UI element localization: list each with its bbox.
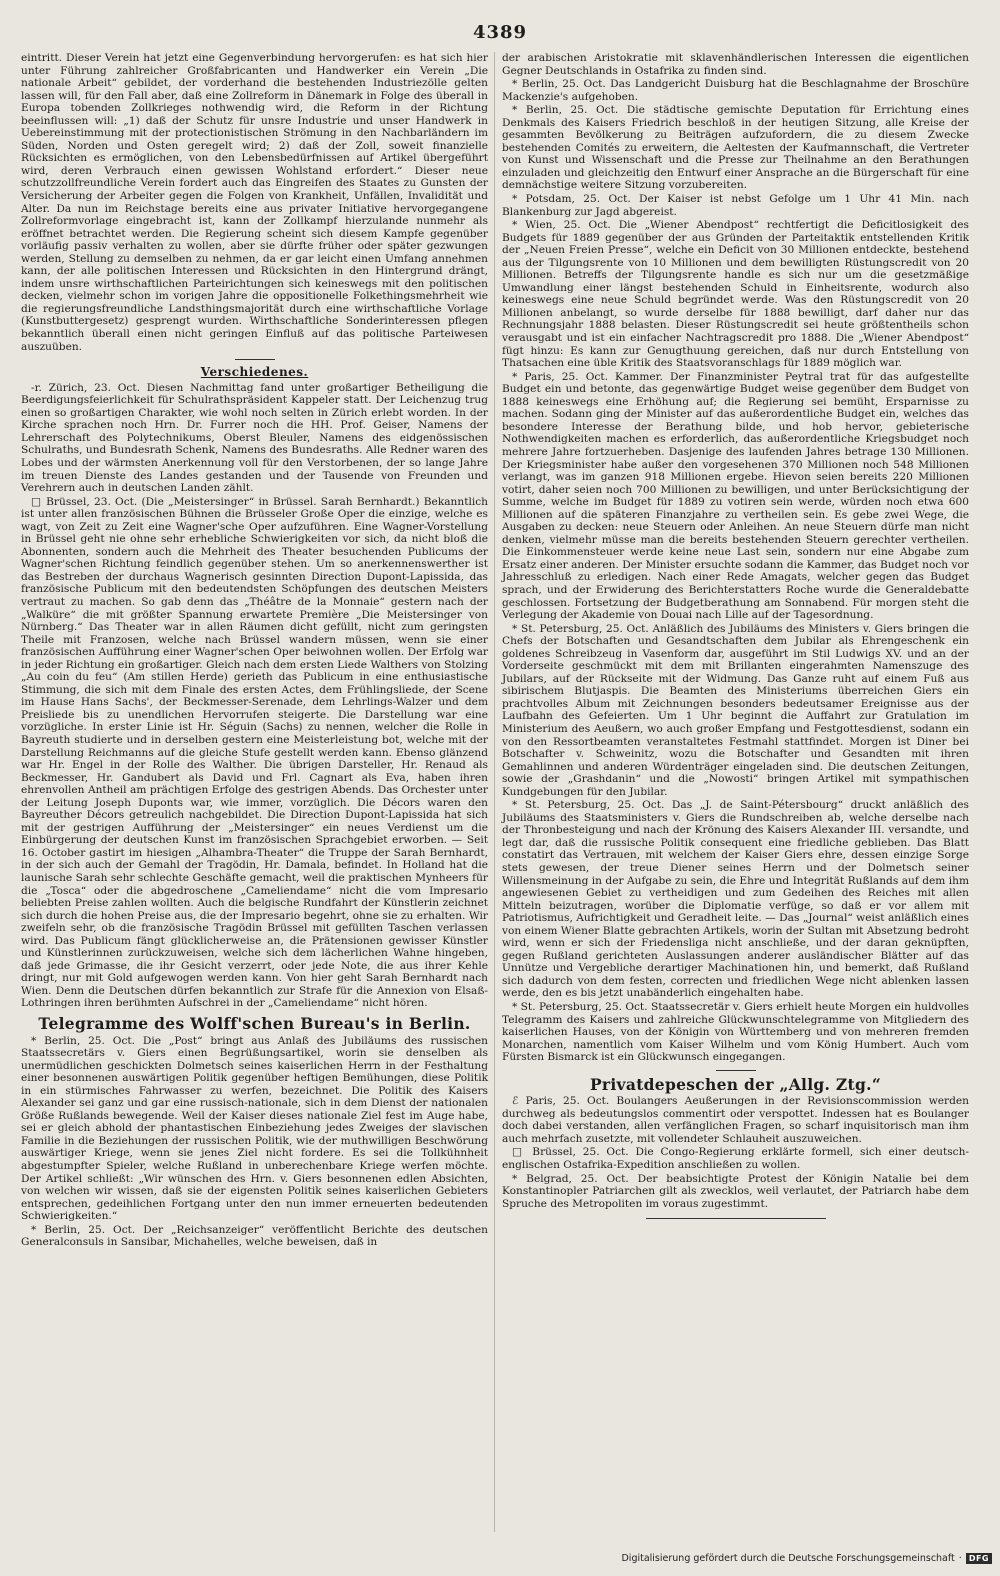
article-paragraph: -r. Zürich, 23. Oct. Diesen Nachmittag fand unter großartiger Betheiligung die Beerdigungsfeierlichkeit für Schulrathspräsident Kappeler statt. Der Leichenzug trug einen so großartigen Charakter, wie wohl noch selten in Zürich erlebt worden. In der Kirche sprachen noch Hrn. Dr. Furrer noch die HH. Prof. Geiser, Namens der Lehrerschaft des Polytechnikums, Oberst Bleuler, Namens des eidgenössischen Schulraths, und Bundesrath Schenk, Namens des Bundesraths. Alle Redner waren des Lobes und der wärmsten Anerkennung voll für den Verstorbenen, der so lange Jahre im treuen Dienste des Landes gestanden und der Tausende von Freunden und Verehrern auch in deutschen Landen zählt.	[21, 381, 488, 495]
article-paragraph: * Wien, 25. Oct. Die „Wiener Abendpost“ rechtfertigt die Deficitlosigkeit des Budgets für 1889 gegenüber der aus Gründen der Parteitaktik entstellenden Kritik der „Neuen Freien Presse“, welche ein Deficit von 30 Millionen entdeckte, bestehend aus der Tilgungsrente von 10 Millionen und dem bewilligten Rüstungscredit von 20 Millionen. Betreffs der Tilgungsrente handle es sich nur um die gesetzmäßige Umwandlung einer längst bestehenden Schuld in Einheitsrente, wodurch also keineswegs eine neue Schuld begründet werde. Was den Rüstungscredit von 20 Millionen anbelangt, so wurde derselbe für 1888 bewilligt, darf daher nur das Rechnungsjahr 1888 belasten. Dieser Rüstungscredit sei heute größtentheils schon verausgabt und ist ein einfacher Nachtragscredit pro 1888. Die „Wiener Abendpost“ fügt hinzu: Es kann zur Genugthuung gereichen, daß nur durch Entstellung von Thatsachen eine üble Kritik des Staatsvoranschlags für 1889 möglich war.	[502, 219, 969, 370]
article-paragraph: * Belgrad, 25. Oct. Der beabsichtigte Protest der Königin Natalie bei dem Konstantinopler Patriarchen gilt als zwecklos, weil verlautet, der Patriarch habe dem Spruche des Metropoliten im voraus zugestimmt.	[502, 1172, 969, 1210]
section-heading-telegrams: Telegramme des Wolff'schen Bureau's in Berlin.	[38, 1014, 471, 1034]
article-paragraph: * Berlin, 25. Oct. Die „Post“ bringt aus Anlaß des Jubiläums des russischen Staatssecretärs v. Giers einen Begrüßungsartikel, worin sie denselben als unermüdlichen geschickten Dolmetsch seines kaiserlichen Herrn in der Festhaltung einer besonnenen auswärtigen Politik gegenüber heftigen Bemühungen, diese Politik in ein stürmisches Fahrwasser zu werfen, bezeichnet. Die Politik des Kaisers Alexander sei ganz und gar eine russisch-nationale, sich in dem Dienst der nationalen Größe Rußlands bewegende. Weil der Kaiser dieses nationale Ziel fest im Auge habe, sei er gleich abhold der phantastischen Einbeziehung jedes Zweiges der slavischen Familie in die Beziehungen der russischen Politik, wie der muthwilligen Beschwörung auswärtiger Kriege, wenn sie jenes Ziel nicht fordere. Es sei die Tollkühnheit abgestumpfter Spieler, welche Rußland in unberechenbare Kriege werfen möchte. Der Artikel schließt: „Wir wünschen des Hrn. v. Giers besonnenen edlen Absichten, von welchen wir wissen, daß sie der eigensten Politik seines kaiserlichen Gebieters entsprechen, gedeihlichen Fortgang unter den nun immer erneuerten bedeutenden Schwierigkeiten.“	[21, 1034, 488, 1223]
page-number: 4389	[472, 22, 528, 43]
article-paragraph: * St. Petersburg, 25. Oct. Anläßlich des Jubiläums des Ministers v. Giers bringen die Chefs der Botschaften und Gesandtschaften dem Jubilar als Ehrengeschenk ein goldenes Schreibzeug in Vasenform dar, ausgeführt im Stil Ludwigs XV. und an der Vorderseite geschmückt mit dem mit Brillanten eingerahmten Namenszuge des Jubilars, auf der Rückseite mit der Widmung. Das Ganze ruht auf einem Fuß aus sibirischem Blutjaspis. Die Beamten des Ministeriums überreichen Giers ein prachtvolles Album mit Zeichnungen besonders bedeutsamer Ereignisse aus der Laufbahn des Gefeierten. Um 1 Uhr beginnt die Auffahrt zur Gratulation im Ministerium des Aeußern, wo auch großer Empfang und Festgottesdienst, sodann ein von den Ressortbeamten veranstaltetes Festmahl stattfindet. Morgen ist Diner bei Botschafter v. Schweinitz, wozu die Botschafter und Gesandten mit ihren Gemahlinnen und anderen Würdenträger eingeladen sind. Die deutschen Zeitungen, sowie der „Grashdanin“ und die „Nowosti“ bringen Artikel mit sympathischen Kundgebungen für den Jubilar.	[502, 622, 969, 798]
article-paragraph: * St. Petersburg, 25. Oct. Das „J. de Saint-Pétersbourg“ druckt anläßlich des Jubiläums des Staatsministers v. Giers die Rundschreiben ab, welche derselbe nach der Thronbesteigung und nach der Krönung des Kaisers Alexander III. versandte, und legt dar, daß die russische Politik consequent eine friedliche geblieben. Das Blatt constatirt das Vertrauen, mit welchem der Kaiser Giers ehre, dessen einzige Sorge stets gewesen, der treue Diener seines Herrn und der Dolmetsch seiner Willensmeinung in der Aufgabe zu sein, die Ehre und Integrität Rußlands auf dem ihm angewiesenen Gebiet zu vertheidigen und zum Gedeihen des Reiches mit allen Mitteln beizutragen, worüber die Diplomatie verfüge, so daß er vor allem mit Patriotismus, Aufrichtigkeit und Geradheit leite. — Das „Journal“ weist anläßlich eines von einem Wiener Blatte gebrachten Artikels, worin der Sultan mit Absetzung bedroht wird, wenn er sich der Friedensliga nicht anschließe, und der daran geknüpften, gegen Rußland gerichteten Auslassungen anderer ausländischer Blätter auf das Unnütze und Vergebliche derartiger Machinationen hin, und bemerkt, daß Rußland sich dadurch von dem festen, correcten und friedlichen Wege nicht ablenken lassen werde, den es bis jetzt unabänderlich eingehalten habe.	[502, 799, 969, 1000]
article-paragraph: eintritt. Dieser Verein hat jetzt eine Gegenverbindung hervorgerufen: es hat sich hier unter Führung zahlreicher Großfabricanten und Handwerker ein Verein „Die nationale Arbeit“ gebildet, der vorderhand die bestehenden Industriezölle gelten lassen will, für den Fall aber, daß eine Zollreform in Dänemark in Folge des überall in Europa tobenden Zollkrieges nothwendig wird, die Reform in der Richtung beeinflussen will: „1) daß der Schutz für unsre Industrie und unser Handwerk in Uebereinstimmung mit der protectionistischen Strömung in den Nachbarländern im Süden, Norden und Osten geregelt wird; 2) daß der Zoll, soweit finanzielle Rücksichten es ermöglichen, von den Lebensbedürfnissen auf Artikel übergeführt wird, deren Verbrauch einen gewissen Wohlstand erfordert.“ Dieser neue schutzzollfreundliche Verein fordert auch das Eingreifen des Staates zu Gunsten der Versicherung der Arbeiter gegen die Folgen von Krankheit, Unfällen, Invalidität und Alter. Da nun im Reichstage bereits eine aus privater Initiative hervorgegangene Zollreformvorlage eingebracht ist, kann der Zollkampf hierzulande nunmehr als eröffnet betrachtet werden. Die Regierung scheint sich diesem Kampfe gegenüber vorläufig passiv verhalten zu wollen, aber sie dürfte früher oder später gezwungen werden, Stellung zu demselben zu nehmen, da er gar leicht einen Umfang annehmen kann, der alle politischen Interessen und Rücksichten in den Hintergrund drängt, indem unsre wirthschaftlichen Parteirichtungen sich keineswegs mit den politischen decken, vielmehr schon im vorigen Jahre die oppositionelle Folkethingsmehrheit wie die regierungsfreundliche Landsthingsmajorität durch eine wirthschaftliche Vorlage (Kunstbuttergesetz) gesprengt wurden. Wirthschaftliche Sonderinteressen pflegen bekanntlich überall einen nicht geringen Einfluß auf das politische Parteiwesen auszuüben.	[21, 52, 488, 353]
section-heading-various: Verschiedenes.	[200, 365, 309, 380]
section-heading-private: Privatdepeschen der „Allg. Ztg.“	[589, 1074, 882, 1094]
article-paragraph: der arabischen Aristokratie mit sklavenhändlerischen Interessen die eigentlichen Gegner Deutschlands in Ostafrika zu finden sind.	[502, 52, 969, 77]
article-paragraph: * Berlin, 25. Oct. Der „Reichsanzeiger“ veröffentlicht Berichte des deutschen Generalconsuls in Sansibar, Michahelles, welche beweisen, daß in	[21, 1223, 488, 1249]
article-paragraph: * Berlin, 25. Oct. Die städtische gemischte Deputation für Errichtung eines Denkmals des Kaisers Friedrich beschloß in der heutigen Sitzung, alle Kreise der gesammten Bevölkerung zu Beiträgen aufzufordern, die zu diesem Zwecke bestehenden Comités zu erweitern, die Aeltesten der Kaufmannschaft, die Vertreter von Kunst und Wissenschaft und die Presse zur Theilnahme an den Berathungen einzuladen und gleichzeitig den Entwurf einer Ansprache an die Bürgerschaft für eine demnächstige weitere Sitzung vorzubereiten.	[502, 104, 969, 192]
article-paragraph: * Paris, 25. Oct. Kammer. Der Finanzminister Peytral trat für das aufgestellte Budget ein und betonte, das gegenwärtige Budget weise gegenüber dem Budget von 1888 keineswegs eine Erhöhung auf; die Regierung sei bemüht, Ersparnisse zu machen. Sodann ging der Minister auf das außerordentliche Budget ein, welches das besondere Interesse der Berathung bilde, und hob hervor, gebieterische Nothwendigkeiten machen es erforderlich, das außerordentliche Kriegsbudget noch mehrere Jahre fortzuerheben. Dasjenige des laufenden Jahres betrage 130 Millionen. Der Kriegsminister habe außer den vorgesehenen 370 Millionen noch 548 Millionen verlangt, was im ganzen 918 Millionen ergebe. Hievon seien bereits 220 Millionen votirt, daher seien noch 700 Millionen zu bewilligen, und unter Berücksichtigung der Summe, welche im Budget für 1889 zu votiren sein werde, würden noch etwa 600 Millionen auf die späteren Finanzjahre zu vertheilen sein. Es gebe zwei Wege, die Ausgaben zu decken: neue Steuern oder Anleihen. An neue Steuern dürfe man nicht denken, vielmehr müsse man die bereits bestehenden Steuern gerechter vertheilen. Die Einkommensteuer werde keine neue Last sein, sondern nur eine Abgabe zum Ersatz einer anderen. Der Minister ersuchte sodann die Kammer, das Budget noch vor Jahresschluß zu erledigen. Nach einer Rede Amagats, welcher gegen das Budget sprach, und der Erwiderung des Berichterstatters Roche wurde die Generaldebatte geschlossen. Fortsetzung der Budgetberathung am Sonnabend. Für morgen steht die Verlegung der Akademie von Douai nach Lille auf der Tagesordnung.	[502, 370, 969, 622]
dfg-logo-icon: DFG	[966, 1553, 992, 1564]
article-paragraph: □ Brüssel, 23. Oct. (Die „Meistersinger“ in Brüssel. Sarah Bernhardt.) Bekanntlich ist unter allen französischen Bühnen die Brüsseler Große Oper die einzige, welche es wagt, von Zeit zu Zeit eine Wagner'sche Oper aufzuführen. Eine Wagner-Vorstellung in Brüssel geht nie ohne sehr erhebliche Schwierigkeiten vor sich, da nicht bloß die Abonnenten, sondern auch die Mehrheit des Theater besuchenden Publicums der Wagner'schen Richtung feindlich gegenüber stehen. Um so anerkennenswerther ist das Bestreben der durchaus Wagnerisch gesinnten Direction Dupont-Lapissida, das französische Publicum mit den bedeutendsten Schöpfungen des deutschen Meisters vertraut zu machen. So gab denn das „Théâtre de la Monnaie“ gestern nach der „Walküre“ die mit größter Spannung erwartete Première „Die Meistersinger von Nürnberg.“ Das Theater war in allen Räumen dicht gefüllt, nicht zum geringsten Theile mit Franzosen, welche nach Brüssel wandern müssen, wenn sie einer französischen Aufführung einer Wagner'schen Oper beiwohnen wollen. Der Erfolg war in jeder Richtung ein großartiger. Gleich nach dem ersten Liede Walthers von Stolzing „Au coin du feu“ (Am stillen Herde) gerieth das Publicum in eine enthusiastische Stimmung, die sich mit dem Finale des ersten Actes, dem Frühlingsliede, der Scene im Hause Hans Sachs', der Beckmesser-Serenade, dem Lehrlings-Walzer und dem Preisliede bis zu unendlichen Hervorrufen steigerte. Die Darstellung war eine vorzügliche. In erster Linie ist Hr. Séguin (Sachs) zu nennen, welcher die Rolle in Bayreuth studierte und in derselben gestern eine Meisterleistung bot, welche mit der Darstellung Reichmanns auf die gleiche Stufe gestellt werden kann. Ebenso glänzend war Hr. Engel in der Rolle des Walther. Die übrigen Darsteller, Hr. Renaud als Beckmesser, Hr. Gandubert als David und Frl. Cagnart als Eva, haben ihren ehrenvollen Antheil am prächtigen Erfolge des gestrigen Abends. Das Orchester unter der Leitung Joseph Duponts war, wie immer, vorzüglich. Die Décors waren den Bayreuther Décors getreulich nachgebildet. Die Direction Dupont-Lapissida hat sich mit der gestrigen Aufführung der „Meistersinger“ ein neues Verdienst um die Einbürgerung der deutschen Kunst im französischen Sprachgebiet erworben. — Seit 16. October gastirt im hiesigen „Alhambra-Theater“ die Truppe der Sarah Bernhardt, in der sich auch der Gemahl der Tragödin, Hr. Damala, befindet. In Holland hat die launische Sarah sehr schlechte Geschäfte gemacht, weil die praktischen Mynheers für die „Tosca“ oder die abgedroschene „Cameliendame“ nicht die vom Impresario beliebten Preise zahlen wollten. Auch die belgische Rundfahrt der Künstlerin zeichnet sich durch die hohen Preise aus, die der Impresario begehrt, ohne sie zu erhalten. Wir zweifeln sehr, ob die französische Tragödin Brüssel mit gefüllten Taschen verlassen wird. Das Publicum fängt glücklicherweise an, die Prätensionen gewisser Künstler und Künstlerinnen zurückzuweisen, welche sich dem lächerlichen Wahne hingeben, daß jede Grimasse, die ihr Gesicht verzerrt, oder jede Note, die aus ihrer Kehle dringt, nur mit Gold aufgewogen werden kann. Von hier geht Sarah Bernhardt nach Wien. Denn die Deutschen dürfen bekanntlich zur Strafe für die Annexion von Elsaß-Lothringen ihren berühmten Aufschrei in der „Cameliendame“ nicht hören.	[21, 495, 488, 1010]
article-paragraph: * St. Petersburg, 25. Oct. Staatssecretär v. Giers erhielt heute Morgen ein huldvolles Telegramm des Kaisers und zahlreiche Glückwunschtelegramme von Mitgliedern des kaiserlichen Hauses, von der Königin von Württemberg und von mehreren fremden Monarchen, namentlich vom Kaiser Wilhelm und vom König Humbert. Auch vom Fürsten Bismarck ist ein Glückwunsch eingegangen.	[502, 1001, 969, 1064]
article-paragraph: * Berlin, 25. Oct. Das Landgericht Duisburg hat die Beschlagnahme der Broschüre Mackenzie's aufgehoben.	[502, 78, 969, 103]
divider	[646, 1218, 826, 1219]
right-column	[502, 52, 969, 1219]
column-divider	[494, 52, 495, 1532]
article-paragraph: □ Brüssel, 25. Oct. Die Congo-Regierung erklärte formell, sich einer deutsch-englischen Ostafrika-Expedition anschließen zu wollen.	[502, 1146, 969, 1172]
article-paragraph: * Potsdam, 25. Oct. Der Kaiser ist nebst Gefolge um 1 Uhr 41 Min. nach Blankenburg zur Jagd abgereist.	[502, 193, 969, 218]
divider	[235, 359, 275, 360]
divider	[716, 1070, 756, 1071]
left-column	[21, 52, 488, 1249]
footer-text: Digitalisierung gefördert durch die Deutsche Forschungsgemeinschaft	[621, 1553, 955, 1564]
footer: Digitalisierung gefördert durch die Deutsche Forschungsgemeinschaft · DFG	[621, 1553, 992, 1564]
article-paragraph: ℰ Paris, 25. Oct. Boulangers Aeußerungen in der Revisionscommission werden durchweg als bedeutungslos commentirt oder verspottet. Indessen hat es Boulanger doch dabei verstanden, allen verfänglichen Fragen, so scharf inquisitorisch man ihm auch mehrfach zusetzte, mit vollendeter Schlauheit auszuweichen.	[502, 1095, 969, 1145]
